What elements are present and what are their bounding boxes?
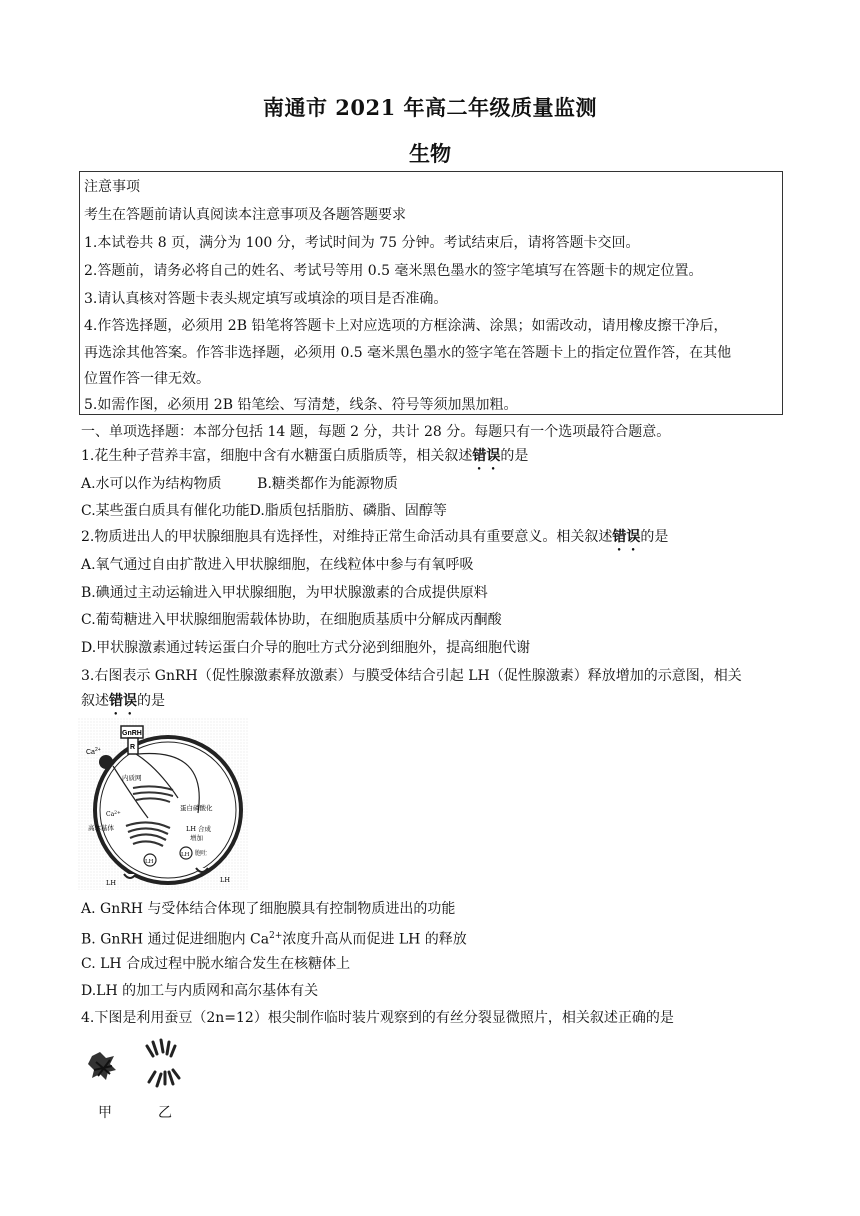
subject-title: 生物: [409, 141, 451, 166]
question-1-options-cd: C.某些蛋白质具有催化功能D.脂质包括脂肪、磷脂、固醇等: [81, 503, 447, 519]
question-3-option: A. GnRH 与受体结合体现了细胞膜具有控制物质进出的功能: [81, 901, 456, 917]
notice-intro: 考生在答题前请认真阅读本注意事项及各题答题要求: [84, 207, 406, 223]
question-stem-text: 1.花生种子营养丰富，细胞中含有水糖蛋白质脂质等，相关叙述: [81, 448, 473, 464]
question-stem-tail: 的是: [640, 529, 669, 545]
calcium-channel: [99, 755, 113, 769]
question-3-option: [81, 927, 467, 949]
question-2-option: C.葡萄糖进入甲状腺细胞需载体协助，在细胞质基质中分解成丙酮酸: [81, 612, 502, 628]
question-stem-text: 叙述: [81, 693, 109, 709]
figure-label-jia: 甲: [98, 1105, 112, 1121]
figure-label-yi: 乙: [158, 1105, 172, 1121]
question-3-stem-line2: [81, 692, 165, 718]
er-label: 内质网: [122, 774, 142, 782]
notice-item: 1.本试卷共 8 页，满分为 100 分，考试时间为 75 分钟。考试结束后，请将答题卡交回。: [84, 235, 640, 251]
section-heading: 一、单项选择题：本部分包括 14 题，每题 2 分，共计 28 分。每题只有一个选项最符合题意。: [81, 424, 671, 440]
chromatid-group-lower: [149, 1070, 179, 1086]
vesicle-lh-label: LH: [181, 852, 190, 858]
notice-item: 2.答题前，请务必将自己的姓名、考试号等用 0.5 毫米黑色墨水的签字笔填写在答题卡的规定位置。: [84, 263, 703, 279]
emphasis-word: 错误: [109, 693, 137, 709]
exam-title: 南通市 2021 年高二年级质量监测: [262, 95, 598, 120]
emphasis-word: 错误: [472, 448, 501, 464]
phosphorylation-label: 蛋白磷酸化: [180, 804, 213, 812]
question-3-stem-line1: 3.右图表示 GnRH（促性腺激素释放激素）与膜受体结合引起 LH（促性腺激素）释放增加的示意图，相关: [81, 668, 742, 684]
question-2-option: A.氧气通过自由扩散进入甲状腺细胞，在线粒体中参与有氧呼吸: [81, 557, 474, 573]
question-2-option: D.甲状腺激素通过转运蛋白介导的胞吐方式分泌到细胞外，提高细胞代谢: [81, 640, 531, 656]
question-2-option: B.碘通过主动运输进入甲状腺细胞，为甲状腺激素的合成提供原料: [81, 585, 488, 601]
option-text: 浓度升高从而促进 LH 的释放: [282, 931, 467, 948]
notice-box: [79, 171, 783, 415]
notice-item: 5.如需作图，必须用 2B 铅笔绘、写清楚，线条、符号等须加黑加粗。: [84, 397, 518, 413]
micrograph-yi: [141, 1038, 189, 1090]
question-stem-text: 2.物质进出人的甲状腺细胞具有选择性，对维持正常生命活动具有重要意义。相关叙述: [81, 529, 613, 545]
question-1-options-ab: A.水可以作为结构物质 B.糖类都作为能源物质: [81, 476, 398, 492]
question-1-stem: [81, 447, 528, 473]
superscript: 2+: [269, 931, 283, 941]
question-2-stem: [81, 528, 668, 554]
notice-item: 4.作答选择题，必须用 2B 铅笔将答题卡上对应选项的方框涂满、涂黑；如需改动，请用橡皮擦干净后，: [84, 318, 728, 334]
question-3-option: D.LH 的加工与内质网和高尔基体有关: [81, 983, 319, 999]
question-4-stem: 4.下图是利用蚕豆（2n=12）根尖制作临时装片观察到的有丝分裂显微照片，相关叙述正确的是: [81, 1010, 674, 1026]
lh-synthesis-label: LH 合成: [186, 825, 212, 833]
chromatid-group-upper: [147, 1040, 175, 1056]
question-stem-tail: 的是: [137, 693, 165, 709]
option-text: B. GnRH 通过促进细胞内 Ca: [81, 931, 270, 948]
secreted-lh-label: LH: [220, 876, 230, 884]
gnrh-cell-diagram: [78, 718, 248, 890]
micrograph-jia: [84, 1046, 124, 1088]
gnrh-label: GnRH: [122, 730, 142, 737]
notice-item: 3.请认真核对答题卡表头规定填写或填涂的项目是否准确。: [84, 291, 448, 307]
lh-synthesis-increase-label: 增加: [190, 834, 203, 842]
question-3-option: C. LH 合成过程中脱水缩合发生在核糖体上: [81, 956, 351, 972]
receptor-label: R: [130, 744, 136, 751]
vesicle-lh-label: LH: [145, 859, 154, 865]
exocytosis-label: 胞吐: [195, 850, 208, 857]
notice-heading: 注意事项: [84, 179, 140, 195]
notice-item: 再选涂其他答案。作答非选择题，必须用 0.5 毫米黑色墨水的签字笔在答题卡上的指定位置作答，在其他: [84, 345, 732, 361]
question-stem-tail: 的是: [500, 448, 529, 464]
emphasis-word: 错误: [612, 529, 641, 545]
calcium-inner-label: $Ca^{2+}$: [106, 810, 121, 818]
secreted-lh-label: LH: [106, 879, 116, 887]
calcium-label: $Ca^{2+}$: [86, 747, 101, 756]
golgi-label: 高尔基体: [88, 824, 114, 832]
notice-item: 位置作答一律无效。: [84, 371, 210, 387]
